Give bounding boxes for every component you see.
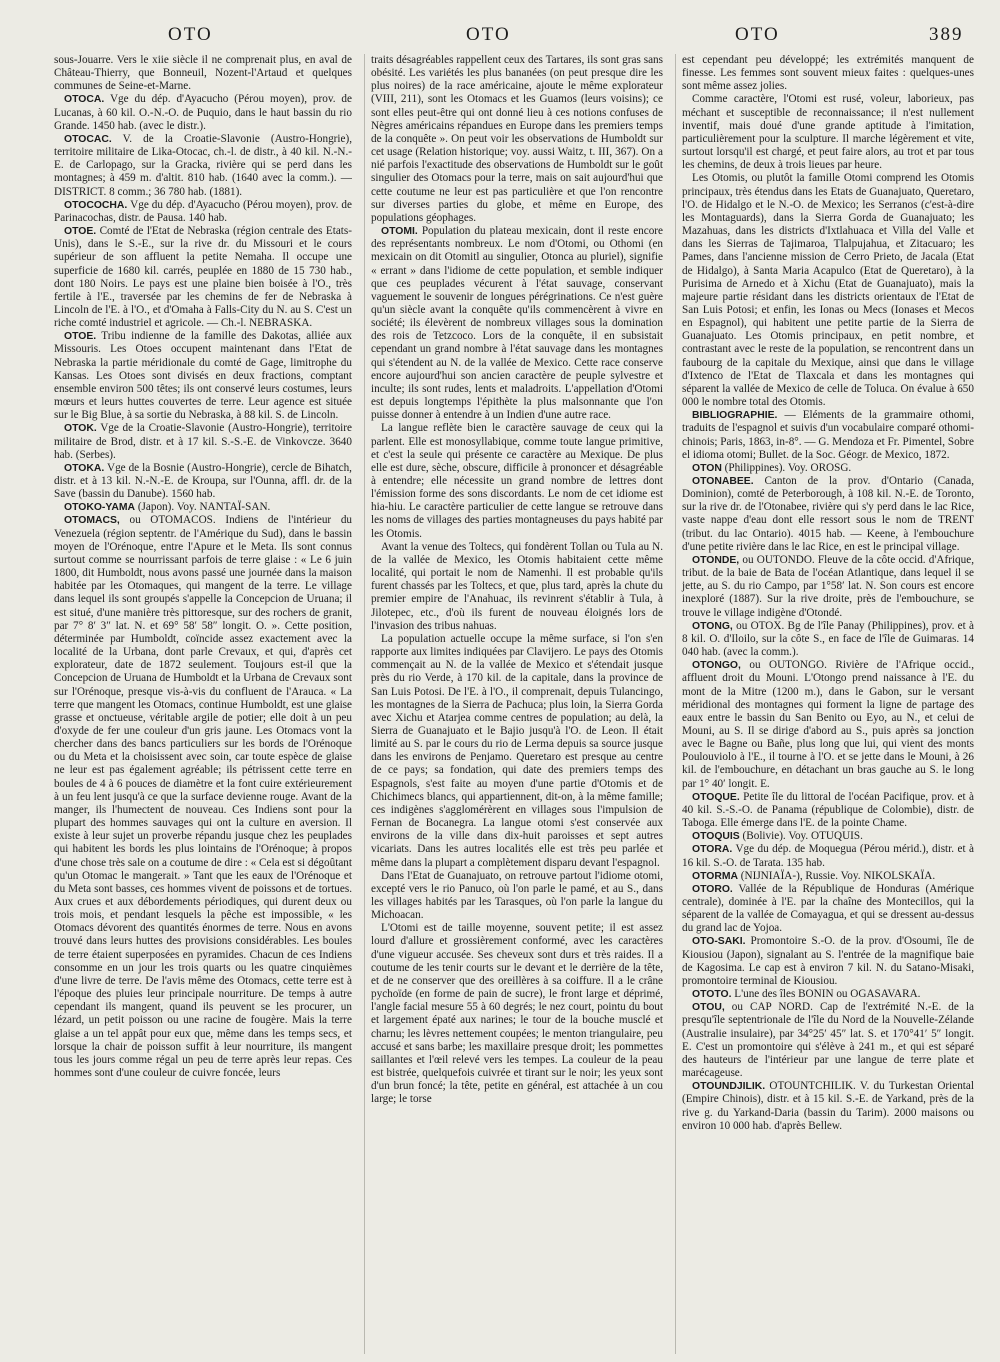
- entry-headword: OTOCOCHA.: [64, 199, 128, 211]
- entry-text: Vge de la Croatie-Slavonie (Austro-Hongrie), territoire militaire de Brod, distr. et à 17 kil. S.-S.-E. de Vinkovcze. 3640 hab. (Serbes).: [54, 422, 352, 461]
- dictionary-entry: [682, 172, 974, 409]
- entry-text: Avant la venue des Toltecs, qui fondèrent Tollan ou Tula au N. de la vallée de Mexico, les Otomis habitaient cette même localité, qui portait le nom de Namenhi. Il est probable qu'ils furent chassés par les Toltecs, et que, plus tard, après la chute du premier empire de l'Anahuac, ils revinrent s'établir à Tula, à Jilotepec, etc., d'où ils furent de nouveau éloignés lors de l'invasion des tribus nahuas.: [371, 540, 663, 632]
- entry-text: L'Otomi est de taille moyenne, souvent petite; il est assez lourd d'allure et grossièrement conformé, avec les caractères d'une vigueur accusée. Ses cheveux sont durs et très raides. Il a coutume de les tenir courts sur le devant et le derrière de la tête, et de ne conserver que des oreillères à sa coiffure. Il a le crâne pychoïde (en forme de pain de sucre), le front large et déprimé, l'angle facial mesure 55 à 60 degrés; le nez court, pointu du bout et largement épaté aux narines; le tour de la bouche musclé et charnu; les lèvres nettement coupées; le menton triangulaire, peu accusé et sans barbe; les maxillaire presque droit; les pommettes saillantes et l'œil relevé vers les tempes. La couleur de la peau est bistrée, quelquefois cuivrée et tirant sur le noir; les yeux sont d'un brun foncé; la tête, petite en général, est attachée à un cou large; le torse: [371, 922, 663, 1106]
- running-head-left: OTO: [168, 24, 213, 45]
- entry-text: est cependant peu développé; les extrémités manquent de finesse. Les femmes sont souvent mieux faites : quelques-unes sont même assez jolies.: [682, 54, 974, 93]
- dictionary-entry: [682, 620, 974, 659]
- dictionary-entry: [682, 1001, 974, 1080]
- entry-text: Vallée de la République de Honduras (Amérique centrale), dominée à l'E. par la chaîne des Montecillos, qui la séparent de la vallée de Comayagua, et qui se dressent au-dessus du grand lac de Yojoa.: [682, 882, 974, 935]
- dictionary-entry: [682, 1080, 974, 1133]
- entry-headword: OTONGO,: [692, 660, 741, 672]
- entry-text: Vge du dép. d'Ayacucho (Pérou moyen), prov. de Lucanas, à 60 kil. O.-N.-O. de Puquio, dans le haut bassin du rio Grande. 1450 hab. (avec le distr.).: [54, 93, 352, 132]
- dictionary-entry: [54, 133, 352, 199]
- dictionary-entry: [682, 54, 974, 93]
- dictionary-entry: [54, 330, 352, 422]
- entry-headword: OTONG,: [692, 620, 733, 632]
- dictionary-entry: [54, 54, 352, 93]
- dictionary-entry: [682, 659, 974, 791]
- entry-headword: OTOE.: [64, 331, 97, 343]
- dictionary-entry: [371, 225, 663, 422]
- running-head-right: OTO: [735, 24, 780, 45]
- dictionary-entry: [682, 791, 974, 830]
- entry-headword: OTOQUIS: [692, 831, 740, 843]
- entry-text: Dans l'Etat de Guanajuato, on retrouve partout l'idiome otomi, excepté vers le rio Panuco, où l'on parle le pamé, et au S., dans les villages habités par les Tarasques, où l'on parle la langue du Michoacan.: [371, 869, 663, 922]
- entry-text: (Philippines). Voy. OROSG.: [724, 461, 852, 474]
- entry-headword: OTONDE,: [692, 554, 740, 566]
- column-1: [54, 54, 352, 1354]
- entry-text: Comme caractère, l'Otomi est rusé, voleur, laborieux, pas méchant et susceptible de reconnaissance; il n'est nullement inventif, mais doué d'une grande aptitude à l'imitation, particulièrement pour la sculpture. Il marche légèrement et vite, surtout lorsqu'il est chargé, et peut faire alors, au trot et par tous les chemins, de deux à trois lieues par heure.: [682, 93, 974, 172]
- entry-headword: OTONABEE.: [692, 476, 754, 487]
- column-3: [675, 54, 974, 1354]
- dictionary-entry: [371, 54, 663, 225]
- entry-text: sous-Jouarre. Vers le xiie siècle il ne comprenait plus, en aval de Château-Thierry, que Bonneuil, Nozent-l'Artaud et quelques communes de Seine-et-Marne.: [54, 54, 352, 93]
- dictionary-entry: [54, 199, 352, 225]
- dictionary-entry: [371, 922, 663, 1106]
- dictionary-entry: [682, 870, 974, 883]
- dictionary-entry: [371, 541, 663, 633]
- entry-headword: OTOMI.: [381, 226, 418, 238]
- entry-text: L'une des îles BONIN ou OGASAVARA.: [734, 988, 921, 1001]
- entry-text: (Bolivie). Voy. OTUQUIS.: [742, 830, 863, 843]
- dictionary-entry: [682, 843, 974, 869]
- entry-headword: OTOMACS,: [64, 515, 120, 527]
- dictionary-entry: [371, 422, 663, 540]
- entry-text: Canton de la prov. d'Ontario (Canada, Dominion), comté de Peterborough, à 108 kil. N.-E. de Toronto, sur la rive dr. de l'Otonabee, rivière qui s'y perd dans le lac Rice, vaste nappe d'eau dont elle ressort sous le nom de TRENT (tribut. du lac Ontario). 4015 hab. — Keene, à l'embouchure d'une petite rivière dans le lac Rice, en est le principal village.: [682, 475, 974, 553]
- dictionary-entry: [54, 462, 352, 501]
- entry-text: traits désagréables rappellent ceux des Tartares, ils sont gras sans obésité. Les variétés les plus bananées (on peut presque dire les plus noires) de la race américaine, ajoute le même explorateur (VIII, 211), sont les Otomacs et les Guamos (leurs voisins); ce sont elles peut-être qui ont donné lieu à ces notions confuses de Nègres américains répandues en Europe dans les premiers temps de la conquête ». On peut voir les observations de Humboldt sur cet usage (Relation historique; voy. aussi Waitz, t. III, 367). On a nié parfois l'exactitude des observations de Humboldt sur le goût singulier des Otomacs pour la terre, mais on sait aujourd'hui que cette coutume ne leur est pas particulière et que l'on rencontre sur diverses parties du globe, et même en Europe, des populations géophages.: [371, 54, 663, 224]
- column-2: [364, 54, 663, 1354]
- dictionary-entry: [682, 462, 974, 475]
- entry-text: Comté de l'Etat de Nebraska (région centrale des Etats-Unis), dans le S.-E., sur la rive dr. du Missouri et le cours supérieur de son affluent la petite Nemaha. Il occupe une superficie de 1680 kil. carrés, peuplée en 1880 de 15 730 hab., dont 180 Noirs. Le pays est une plaine bien boisée à l'O., très fertile à l'E., traversée par les chemins de fer de Nebraska à Lincoln de l'E. à l'O., et d'Omaha à Falls-City du N. au S. C'est un riche comté industriel et agricole. — Ch.-l. NEBRASKA.: [54, 225, 352, 330]
- entry-text: Tribu indienne de la famille des Dakotas, alliée aux Missouris. Les Otoes occupent maintenant dans l'Etat de Nebraska la partie méridionale du comté de Gage, limitrophe du Kansas. Les Otoes sont divisés en deux fractions, comptant ensemble environ 500 têtes; ils ont conservé leurs costumes, leurs mœurs et leurs huttes couvertes de terre. Leur agence est située sur le Big Blue, à sa sortie du Nebraska, à 88 kil. S. de Lincoln.: [54, 330, 352, 422]
- dictionary-entry: [54, 422, 352, 461]
- entry-headword: OTOKO-YAMA: [64, 502, 136, 514]
- running-head-center: OTO: [466, 24, 511, 45]
- dictionary-entry: [682, 409, 974, 462]
- dictionary-entry: [371, 870, 663, 923]
- dictionary-entry: [682, 554, 974, 620]
- entry-text: ou OUTONGO. Rivière de l'Afrique occid., affluent droit du Mouni. L'Otongo prend naissance à l'E. du mont de la Mitre (1200 m.), dans le Gabon, sur le versant méridional des montagnes qui forment la ligne de partage des eaux entre le bassin du San Benito ou Eyo, au N., et celui de Mouni, au S. Il se dirige d'abord au S., puis après sa jonction avec le Bagne ou Bañe, plus long que lui, qui vient des monts Poulouviolo à l'E., il tourne à l'O. et se jette dans le Mouni, à 26 kil. de l'embouchure, en détachant un bras gauche au S. le long par 1° 40′ longit. E.: [682, 659, 974, 790]
- entry-headword: OTON: [692, 462, 722, 474]
- entry-text: V. de la Croatie-Slavonie (Austro-Hongrie), territoire militaire de Lika-Otocac, ch.-l. de distr., à 40 kil. N.-N.-E. de Carlopago, sur la Gracka, rivière qui se perd dans les montagnes; à 459 m. d'altit. 810 hab. (1640 avec la comm.). — DISTRICT. 8 comm.; 36 780 hab. (1881).: [54, 132, 352, 198]
- entry-text: OTOUNTCHILIK. V. du Turkestan Oriental (Empire Chinois), distr. et à 15 kil. S.-E. de Yarkand, près de la rive g. du Yarkand-Daria (bassin du Tarim). 2000 maisons ou environ 10 000 hab. d'après Bellew.: [682, 1080, 974, 1132]
- dictionary-entry: [682, 475, 974, 554]
- entry-headword: OTORO.: [692, 883, 733, 895]
- dictionary-entry: [371, 633, 663, 870]
- entry-text: Les Otomis, ou plutôt la famille Otomi comprend les Otomis principaux, très étendus dans les Etats de Guanajuato, Queretaro, l'O. de Hidalgo et le N.-O. de Mexico; les Serranos (c'est-à-dire les Montaguards), dans la Sierra Gorda de Guanajuato; les Mazahuas, dans les districts d'Ixtlahuaca et Villa del Valle et dans les Sierras de Tajimaroa, Tlalpujahua, et Zitacuaro; les Pames, dans l'ancienne mission de Cerro Prieto, de Jacala (Etat de Hidalgo), à Santa Maria Acapulco (Etat de Queretaro), à la Purisima de Arnedo et à Xichu (Etat de Guanajuato), mais la majeure partie résidant dans les districts orientaux de l'Etat de San Luis Potosi; et enfin, les Ionas ou Mecs (Ionases et Mecos en Espagnol), qui habitent une petite partie de la Sierra de Guanajuato. Les Otomis principaux, en petit nombre, et contrastant avec le reste de la population, se rencontrent dans un faubourg de la capitale du Mexique, ainsi que dans le village d'Ixtenco de l'Etat de Tlaxcala et dans les montagnes qui séparent la vallée de Mexico de celle de Toluca. On évalue à 650 000 le nombre total des Otomis.: [682, 172, 974, 409]
- dictionary-entry: [682, 830, 974, 843]
- entry-text: (NIJNIAÏA-), Russie. Voy. NIKOLSKAÏA.: [740, 869, 936, 882]
- entry-text: ou OUTONDO. Fleuve de la côte occid. d'Afrique, tribut. de la baie de Bata de l'océan Atlantique, dans lequel il se jette, au S. du rio Campo, par 1°58′ lat. N. Son cours est encore inexploré (1887). Sur la rive droite, près de l'embouchure, se trouve le village indigène d'Otondé.: [682, 553, 974, 619]
- entry-headword: OTOTO.: [692, 989, 732, 1001]
- entry-text: (Japon). Voy. NANTAÏ-SAN.: [137, 501, 271, 514]
- running-head: [0, 14, 1000, 54]
- entry-text: Promontoire S.-O. de la prov. d'Osoumi, île de Kiousiou (Japon), signalant au S. l'entrée de la magnifique baie de Kagosima. Le cap est à environ 7 kil. N. du Satano-Misaki, promontoire terminal de Kiousiou.: [682, 935, 974, 987]
- entry-headword: OTOK.: [64, 423, 97, 435]
- text-columns: [54, 54, 974, 1354]
- entry-headword: OTORMA: [692, 870, 738, 882]
- entry-text: La population actuelle occupe la même surface, si l'on s'en rapporte aux limites indiquées par Clavijero. Le pays des Otomis commençait au N. de la vallée de Mexico et s'étendait jusque près du rio Verde, à 170 kil. de la capitale, dans la province de San Luis Potosi. De l'E. à l'O., il comprenait, depuis Tulancingo, les montagnes de la Sierra de Pachuca; plus loin, la Sierra Gorda avec Xichu et Atarjea comme centres de population; au delà, la Sierra de Guanajuato et le Bajio jusqu'à l'O. de Leon. Il était limité au S. par le cours du rio de Lerma depuis sa source jusque dans les environs de Penjamo. Queretaro est presque au centre de ce pays; sa fondation, qui date des premiers temps des Espagnols, s'est faite au moyen d'une partie d'Otomis et de Chichimecs blancs, qui appartiennent, dit-on, à la même famille; ces indigènes s'agglomérèrent en villages sous l'impulsion de Fernan de Bocanegra. La langue otomi s'est conservée aux environs de la ville dans dix-huit paroisses et sept autres vicariats. Dans les autres localités elle est très peu parlée et même dans la plupart a complètement disparu devant l'espagnol.: [371, 632, 663, 869]
- dictionary-entry: [54, 514, 352, 1080]
- entry-text: Vge du dép. de Moquegua (Pérou mérid.), distr. et à 16 kil. S.-O. de Tarata. 135 hab.: [682, 843, 974, 869]
- entry-text: Petite île du littoral de l'océan Pacifique, prov. et à 40 kil. S.-S.-O. de Panama (république de Colombie), distr. de Taboga. Elle émerge dans l'E. de la pointe Chame.: [682, 790, 974, 830]
- entry-text: ou OTOMACOS. Indiens de l'intérieur du Venezuela (région septentr. de l'Amérique du Sud), dans le bassin moyen de l'Orénoque, entre l'Apure et le Meta. Ils sont connus surtout comme se nourrissant parfois de terre glaise : « Le 6 juin 1800, dit Humboldt, nous avons passé une journée dans la maison habitée par les Otomaques, qui mangent de la terre. Le village dans lequel ils sont groupés s'appelle la Concepcion de Uruana; il est situé, d'une manière très pittoresque, sur des rochers de granit, par 7° 8′ 3″ lat. N. et 69° 58′ 58″ longit. O. ». Cette position, déterminée par Humboldt, coïncide assez exactement avec la localité de la Urbana, dont parle Crevaux, et qui, d'après cet explorateur, date de 1872 seulement. Toujours est-il que la Concepcion de Uruana de Humboldt et la Urbana de Crevaux sont sur l'Orénoque, presque vis-à-vis du confluent de l'Arauca. « La terre que mangent les Otomacs, continue Humboldt, est une glaise grasse et onctueuse, véritable argile de potier; elle doit à un peu d'oxyde de fer une couleur d'un gris jaune. Les Otomacs vont la chercher dans des bancs particuliers sur les bords de l'Orénoque ou du Meta et la choisissent avec soin, car toute espèce de glaise ne leur est pas également agréable; ils pétrissent cette terre en boules de 4 à 6 pouces de diamètre et la font cuire extérieurement à un feu lent jusqu'à ce que la surface devienne rouge. Avant de la manger, ils l'humectent de nouveau. Ces Indiens sont pour la plupart des hommes sauvages qui ont la culture en aversion. Il existe à leur sujet un proverbe répandu jusque chez les peuplades qui habitent les bords les plus lointains de l'Orénoque; à propos d'une chose très sale on a coutume de dire : « Cela est si dégoûtant qu'un Otomac le mangerait. » Tant que les eaux de l'Orénoque et du Meta sont basses, ces hommes vivent de poissons et de tortues. Aux crues et aux débordements périodiques, qui durent deux ou trois mois, et pendant lesquels la pêche est impossible, « les Otomacs dévorent des quantités énormes de terre. Nous en avons trouvé dans leurs huttes des provisions considérables. Les boules de terre étaient superposées en pyramides. Chacun de ces Indiens consomme en un jour les trois quarts ou les quatre cinquièmes d'une livre de terre. De l'avis même des Otomacs, cette terre est à l'époque des pluies leur principale nourriture. De temps à autre cependant ils mangent, quand ils peuvent se les procurer, un lézard, un petit poisson ou une racine de fougère. Mais la terre glaise a un tel appât pour eux que, même dans les temps secs, et lorsque la chair de poisson suffit à leur nourriture, ils mangent tous les jours comme régal un peu de terre après leur repas. Ces hommes sont d'une couleur de cuivre foncée, leurs: [54, 514, 352, 1080]
- dictionary-entry: [682, 988, 974, 1001]
- entry-text: Population du plateau mexicain, dont il reste encore des représentants nombreux. Le nom d'Otomi, ou Othomi (en mexicain on dit Otomitl au singulier, Otonca au pluriel), signifie « errant » dans l'idiome de cette population, et semble indiquer que ces peuplades vécurent à l'état sauvage, conservant vaguement le souvenir de longues pérégrinations. Ce n'est guère qu'un siècle avant la conquête qu'ils commencèrent à vivre en société; ils élevèrent de nombreux villages sous la domination des rois de Tetzcoco. Lors de la conquête, il en subsistait cependant un grand nombre à l'état sauvage dans les montagnes qui s'étendent au N. de la vallée de Mexico. Cette race conserve encore aujourd'hui son ancien caractère de peuple sylvestre et inculte; ils sont rudes, lents et maladroits. L'appellation d'Otomi est depuis longtemps l'épithète la plus malsonnante que l'on puisse donner à entendre à un Indien d'une autre race.: [371, 225, 663, 422]
- entry-text: ou CAP NORD. Cap de l'extrémité N.-E. de la presqu'île septentrionale de l'île du Nord de la Nouvelle-Zélande (Australie insulaire), par 34°25′ 45″ lat. S. et 170°41′ 5″ longit. E. C'est un promontoire qui s'élève à 241 m., et qui est séparé des hauteurs de l'intérieur par une langue de terre plate et marécageuse.: [682, 1001, 974, 1080]
- entry-headword: OTORA.: [692, 844, 733, 856]
- entry-headword: OTOQUE.: [692, 791, 740, 803]
- entry-text: — Eléments de la grammaire othomi, traduits de l'espagnol et suivis d'un vocabulaire comparé othomi-chinois; Paris, 1863, in-8°. — G. Mendoza et Fr. Pimentel, Sobre el idioma otomi; Bullet. de la Soc. Géogr. de Mexico, 1872.: [682, 409, 974, 461]
- dictionary-entry: [54, 501, 352, 514]
- entry-headword: OTOKA.: [64, 462, 105, 474]
- entry-headword: OTOUNDJILIK.: [692, 1081, 766, 1093]
- page-number: 389: [929, 24, 964, 45]
- entry-text: Vge de la Bosnie (Austro-Hongrie), cercle de Bihatch, distr. et à 13 kil. N.-N.-E. de Kroupa, sur l'Ounna, affl. dr. de la Save (bassin du Danube). 1560 hab.: [54, 461, 352, 501]
- entry-headword: OTOE.: [64, 226, 97, 238]
- entry-text: Vge du dép. d'Ayacucho (Pérou moyen), prov. de Parinacochas, distr. de Pausa. 140 hab.: [54, 198, 352, 224]
- dictionary-entry: [54, 93, 352, 132]
- entry-headword: OTOCA.: [64, 94, 105, 106]
- dictionary-entry: [54, 225, 352, 330]
- entry-text: La langue reflète bien le caractère sauvage de ceux qui la parlent. Elle est monosyllabique, comme toute langue primitive, et c'est la seule qui présente ce caractère au Mexique. De plus elle est dure, sèche, obscure, difficile à prononcer et désagréable à entendre; elle nécessite un grand nombre de lettres dont l'émission forme des sons discordants. Le nom de cet idiome est hia-hiu. Le caractère particulier de cette langue se retrouve dans les noms de villages des parties montagneuses du pays habité par les Otomis.: [371, 422, 663, 540]
- entry-headword: BIBLIOGRAPHIE.: [692, 410, 778, 422]
- dictionary-entry: [682, 883, 974, 936]
- dictionary-entry: [682, 93, 974, 172]
- entry-headword: OTOCAC.: [64, 133, 112, 145]
- entry-text: ou OTOX. Bg de l'île Panay (Philippines), prov. et à 8 kil. O. d'Iloilo, sur la côte S., en face de l'île de Guimaras. 14 040 hab. (avec la comm.).: [682, 619, 974, 659]
- entry-headword: OTO-SAKI.: [692, 936, 746, 948]
- entry-headword: OTOU,: [692, 1002, 725, 1014]
- dictionary-entry: [682, 935, 974, 988]
